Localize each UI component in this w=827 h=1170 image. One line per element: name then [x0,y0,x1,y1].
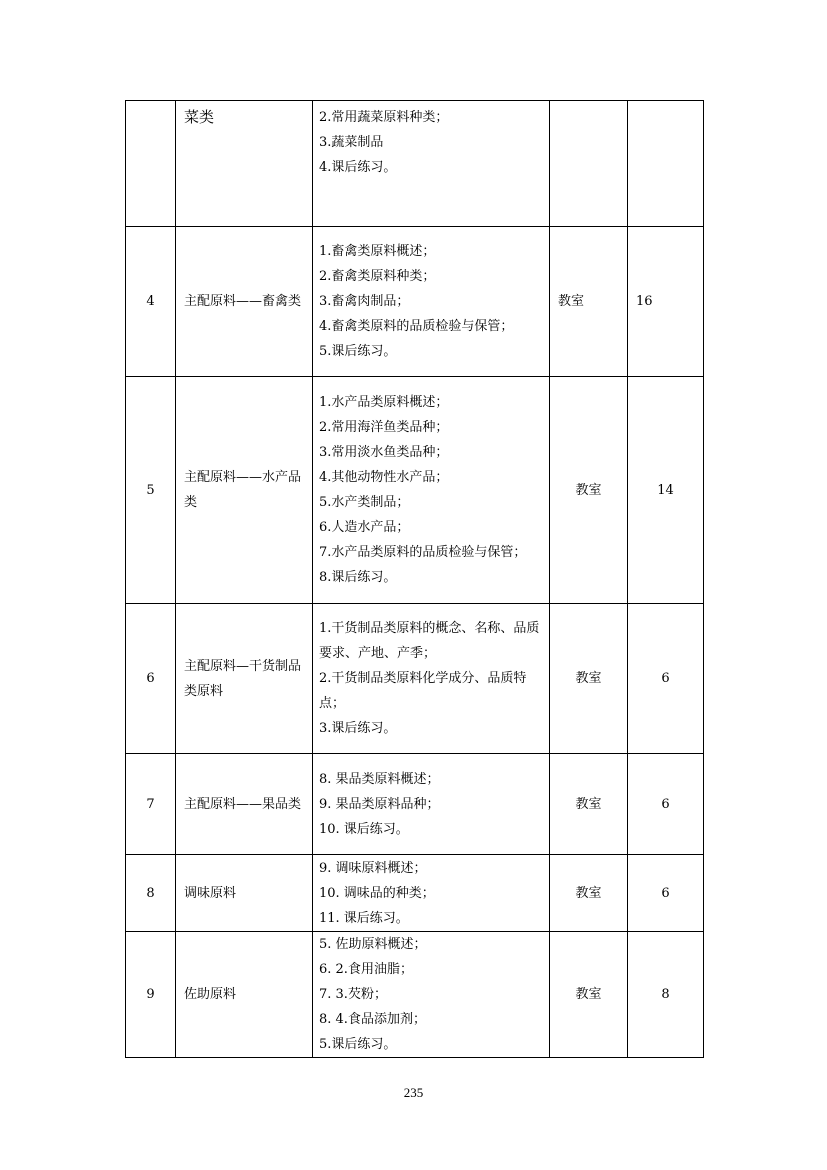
content-item: 6.人造水产品； [319,520,410,535]
content-item: 1.水产品类原料概述； [319,395,449,410]
content-item: 5.课后练习。 [319,1037,397,1052]
row-number: 4 [126,227,176,377]
row-number [126,101,176,227]
row-content [313,377,550,604]
content-item: 8. 4.食品添加剂； [319,1012,426,1027]
row-number: 6 [126,604,176,754]
row-hours: 14 [628,377,704,604]
content-item: 4.课后练习。 [319,160,397,175]
row-title-text: 菜类 [184,108,215,126]
row-title [176,754,313,855]
content-item: 3.畜禽肉制品； [319,294,410,309]
row-title-text: 调味原料 [184,885,237,901]
table-row [126,227,704,377]
content-item: 2.常用蔬菜原料种类； [319,110,449,125]
content-item: 5.课后练习。 [319,344,397,359]
row-title-text: 佐助原料 [184,987,237,1002]
content-item: 3.课后练习。 [319,721,397,736]
row-place: 教室 [550,932,628,1058]
row-title-text: 主配原料——畜禽类 [184,294,302,309]
content-item: 3.蔬菜制品 [319,135,384,150]
content-item: 7. 3.芡粉； [319,987,387,1002]
row-title-text: 主配原料——水产品类 [184,470,302,510]
content-item: 9. 调味原料概述； [319,860,427,876]
row-place [550,101,628,227]
row-content [313,101,550,227]
content-item: 5. 佐助原料概述； [319,937,427,952]
content-item: 2.畜禽类原料种类； [319,269,436,284]
row-number: 7 [126,754,176,855]
content-item: 4.畜禽类原料的品质检验与保管； [319,319,514,334]
course-schedule-table [125,100,704,1058]
content-item: 7.水产品类原料的品质检验与保管； [319,545,527,560]
row-hours: 6 [628,754,704,855]
content-item: 9. 果品类原料品种； [319,796,440,812]
row-content [313,855,550,932]
row-content [313,604,550,754]
row-content [313,227,550,377]
table-row [126,101,704,227]
content-item: 1.畜禽类原料概述； [319,244,436,259]
row-place: 教室 [550,227,628,377]
content-item: 8.课后练习。 [319,570,397,585]
row-title [176,932,313,1058]
row-hours: 6 [628,604,704,754]
content-item: 10. 调味品的种类； [319,885,435,901]
row-title [176,227,313,377]
row-hours: 8 [628,932,704,1058]
row-title-text: 主配原料—干货制品类原料 [184,658,302,699]
content-item: 2.干货制品类原料化学成分、品质特点； [319,671,527,711]
content-item: 8. 果品类原料概述； [319,771,440,787]
table-row [126,604,704,754]
content-item: 2.常用海洋鱼类品种； [319,420,449,435]
row-content [313,932,550,1058]
row-title [176,855,313,932]
content-item: 10. 课后练习。 [319,821,409,837]
page-number: 235 [403,1085,424,1100]
content-item: 5.水产类制品； [319,495,410,510]
content-item: 6. 2.食用油脂； [319,962,413,977]
row-title [176,604,313,754]
row-title [176,101,313,227]
row-place: 教室 [550,855,628,932]
table-row [126,855,704,932]
table-row [126,754,704,855]
row-place: 教室 [550,377,628,604]
row-number: 8 [126,855,176,932]
content-item: 1.干货制品类原料的概念、名称、品质要求、产地、产季； [319,621,540,661]
row-hours: 16 [628,227,704,377]
row-title [176,377,313,604]
row-number: 9 [126,932,176,1058]
content-item: 3.常用淡水鱼类品种； [319,445,449,460]
row-place: 教室 [550,754,628,855]
row-title-text: 主配原料——果品类 [184,796,302,812]
row-content [313,754,550,855]
row-hours: 6 [628,855,704,932]
row-hours [628,101,704,227]
table-row [126,932,704,1058]
content-item: 4.其他动物性水产品； [319,470,449,485]
row-number: 5 [126,377,176,604]
table-row [126,377,704,604]
content-item: 11. 课后练习。 [319,910,409,926]
row-place: 教室 [550,604,628,754]
